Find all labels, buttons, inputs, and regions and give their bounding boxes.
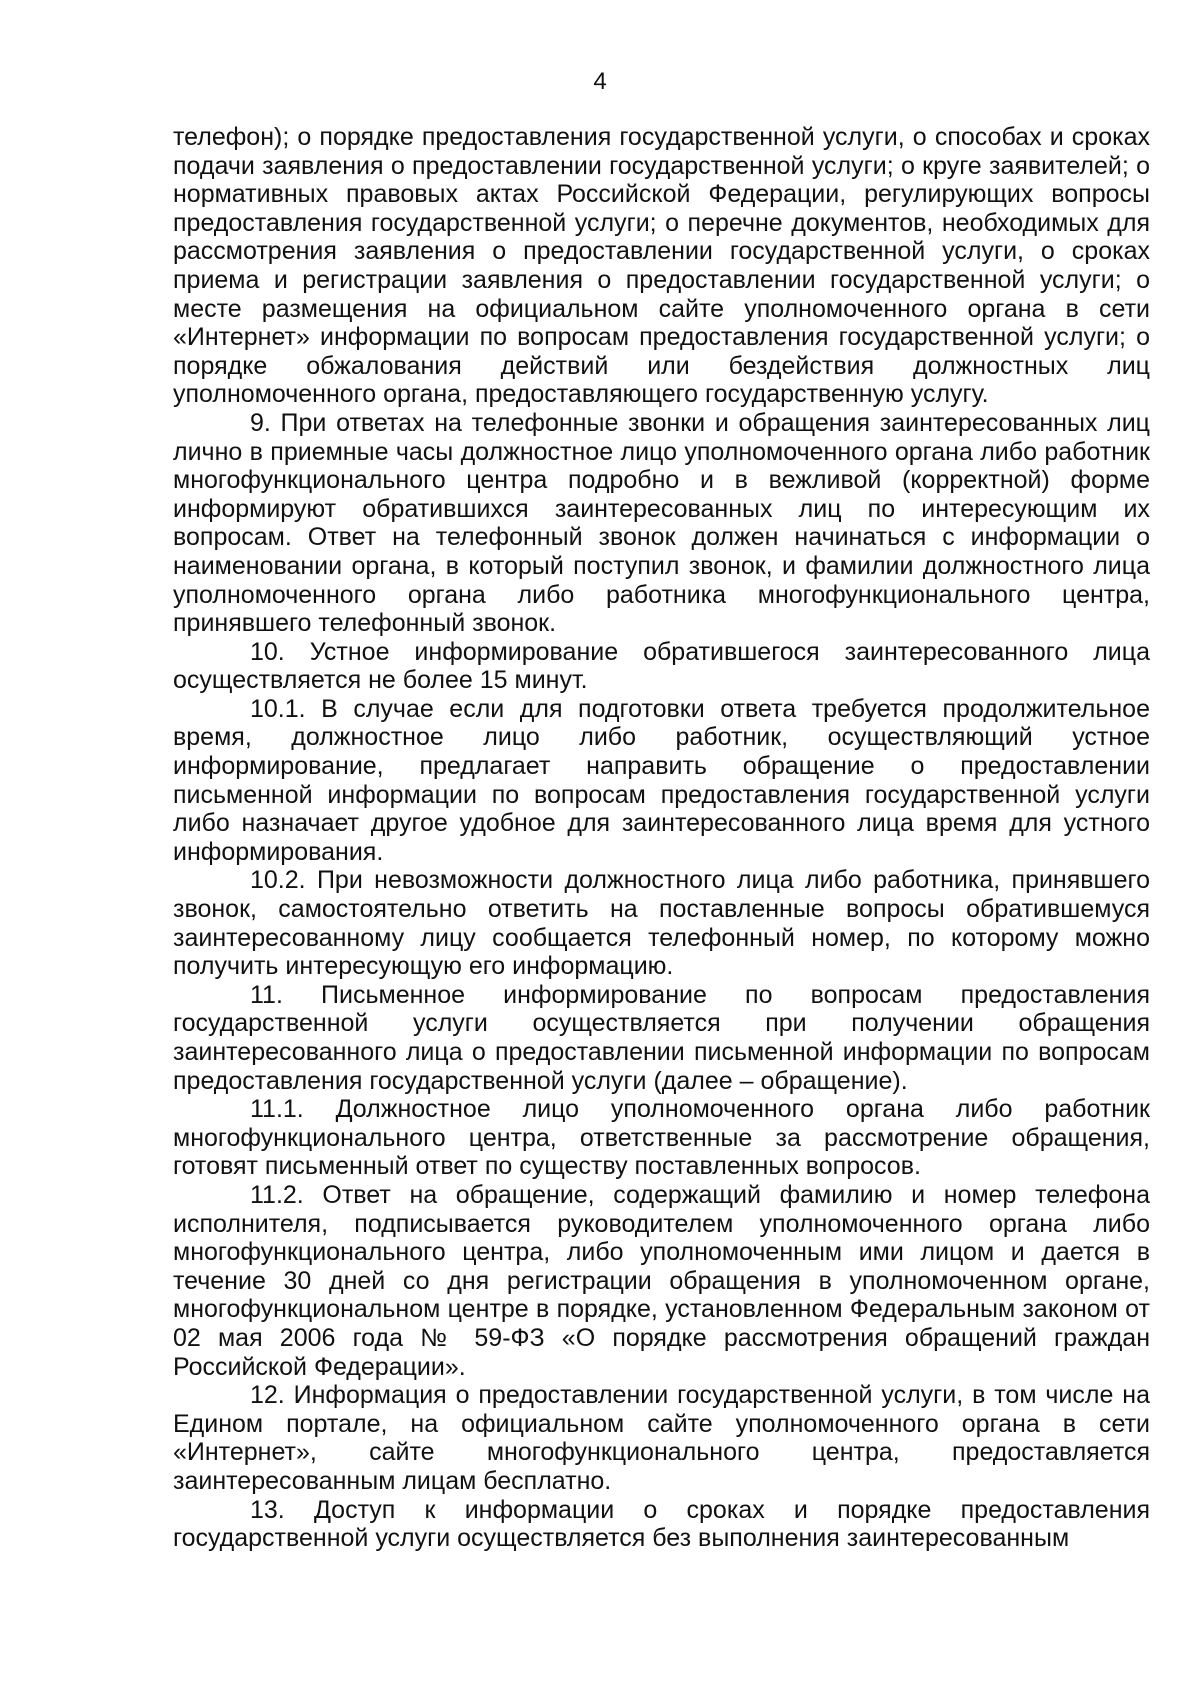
paragraph-9: 9. При ответах на телефонные звонки и обращения заинтересованных лиц лично в приемные часы должностное лицо уполномоченного органа либо работник многофункционального центра подробно и в вежливой (корректной) форме информируют обратившихся заинтересованных лиц по интересующим их вопросам. Ответ на телефонный звонок должен начинаться с информации о наименовании органа, в который поступил звонок, и фамилии должностного лица уполномоченного органа либо работника многофункционального центра, принявшего телефонный звонок. (173, 408, 1150, 638)
paragraph-11-2: 11.2. Ответ на обращение, содержащий фамилию и номер телефона исполнителя, подписывается руководителем уполномоченного органа либо многофункционального центра, либо уполномоченным ими лицом и дается в течение 30 дней со дня регистрации обращения в уполномоченном органе, многофункциональном центре в порядке, установленном Федеральным законом от 02 мая 2006 года № 59-ФЗ «О порядке рассмотрения обращений граждан Российской Федерации». (173, 1180, 1150, 1381)
paragraph-continuation: телефон); о порядке предоставления государственной услуги, о способах и сроках подачи заявления о предоставлении государственной услуги; о круге заявителей; о нормативных правовых актах Российской Федерации, регулирующих вопросы предоставления государственной услуги; о перечне документов, необходимых для рассмотрения заявления о предоставлении государственной услуги, о сроках приема и регистрации заявления о предоставлении государственной услуги; о месте размещения на официальном сайте уполномоченного органа в сети «Интернет» информации по вопросам предоставления государственной услуги; о порядке обжалования действий или бездействия должностных лиц уполномоченного органа, предоставляющего государственную услугу. (173, 123, 1150, 409)
document-body (173, 123, 1150, 1553)
paragraph-12: 12. Информация о предоставлении государственной услуги, в том числе на Едином портале, на официальном сайте уполномоченного органа в сети «Интернет», сайте многофункционального центра, предоставляется заинтересованным лицам бесплатно. (173, 1381, 1150, 1495)
paragraph-10: 10. Устное информирование обратившегося заинтересованного лица осуществляется не более 15 минут. (173, 637, 1150, 695)
paragraph-10-2: 10.2. При невозможности должностного лица либо работника, принявшего звонок, самостоятельно ответить на поставленные вопросы обратившемуся заинтересованному лицу сообщается телефонный номер, по которому можно получить интересующую его информацию. (173, 866, 1150, 981)
paragraph-11-1: 11.1. Должностное лицо уполномоченного органа либо работник многофункционального центра, ответственные за рассмотрение обращения, готовят письменный ответ по существу поставленных вопросов. (173, 1095, 1150, 1181)
paragraph-10-1: 10.1. В случае если для подготовки ответа требуется продолжительное время, должностное лицо либо работник, осуществляющий устное информирование, предлагает направить обращение о предоставлении письменной информации по вопросам предоставления государственной услуги либо назначает другое удобное для заинтересованного лица время для устного информирования. (173, 694, 1150, 866)
page-number: 4 (593, 68, 607, 95)
paragraph-13: 13. Доступ к информации о сроках и порядке предоставления государственной услуги осуществляется без выполнения заинтересованным (173, 1495, 1150, 1553)
paragraph-11: 11. Письменное информирование по вопросам предоставления государственной услуги осуществляется при получении обращения заинтересованного лица о предоставлении письменной информации по вопросам предоставления государственной услуги (далее – обращение). (173, 980, 1150, 1095)
